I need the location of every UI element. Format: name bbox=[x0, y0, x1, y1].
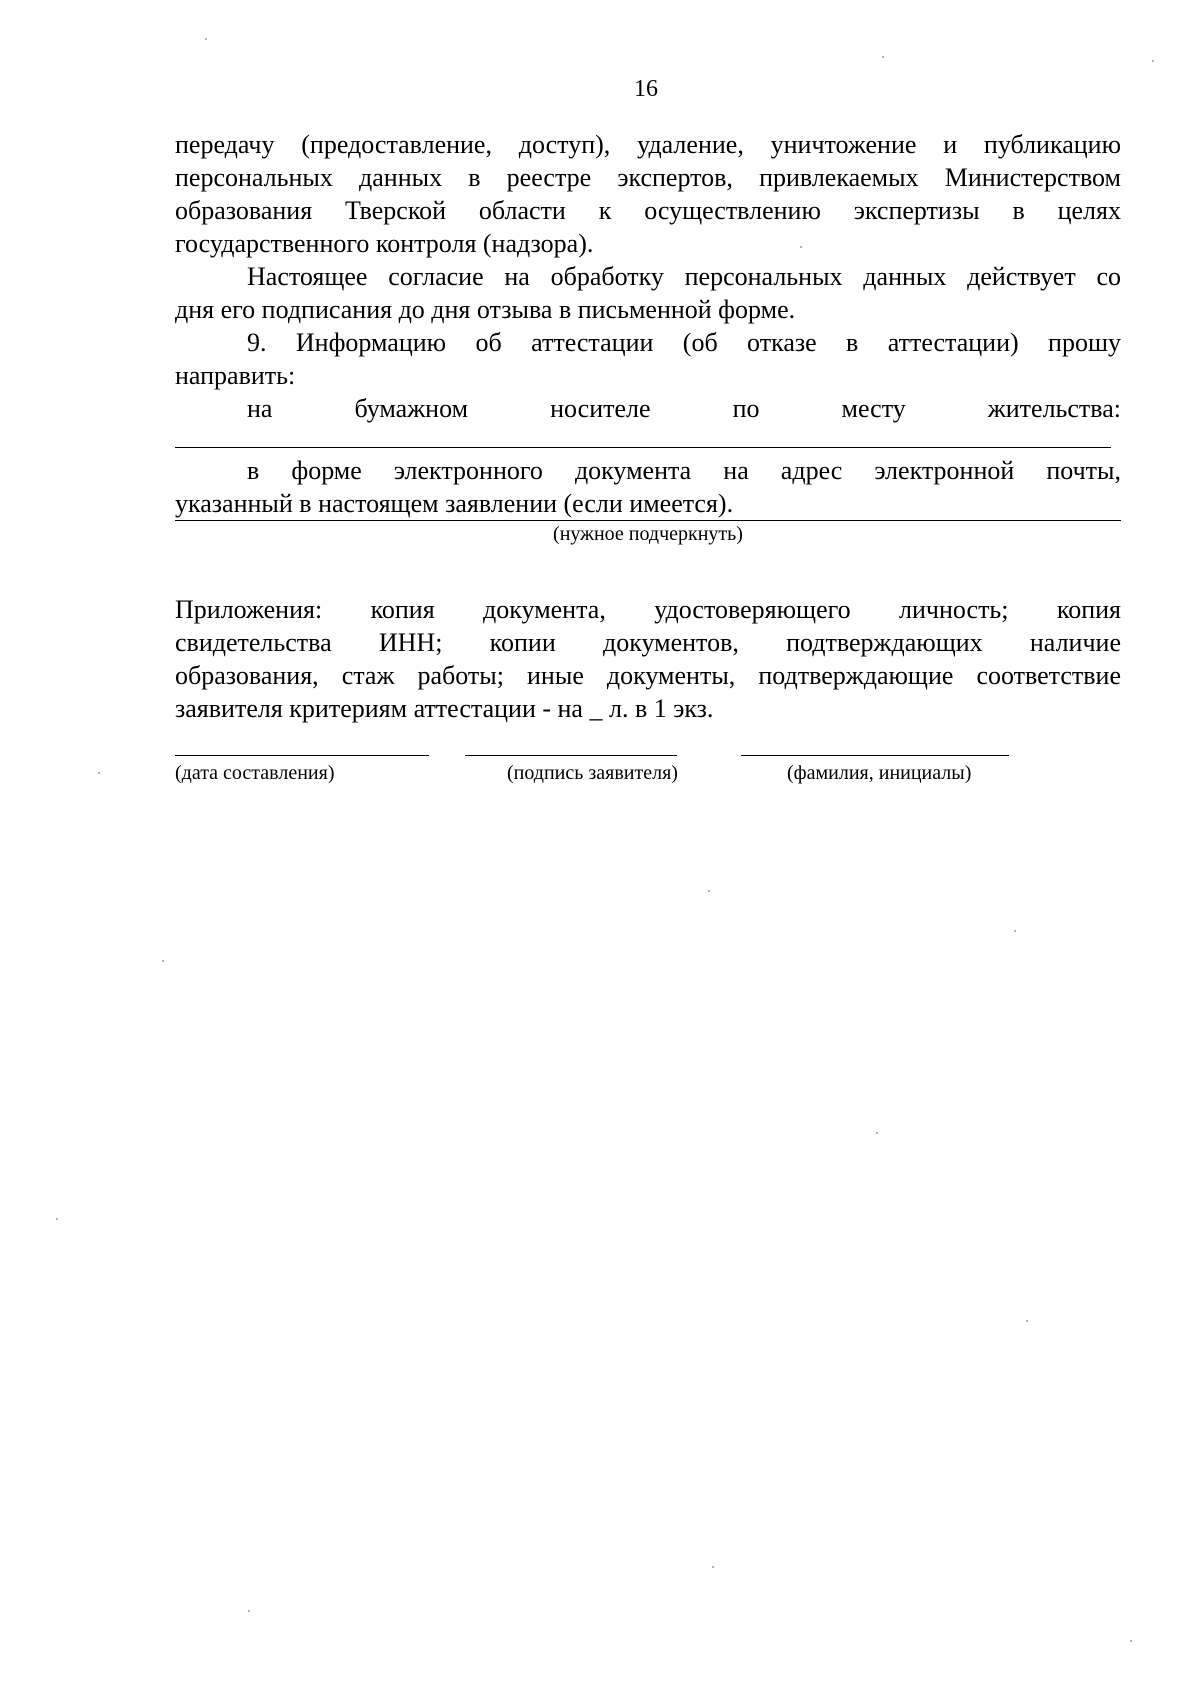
page-number: 16 bbox=[634, 76, 658, 102]
spacer bbox=[175, 547, 1121, 593]
signature-block bbox=[175, 755, 1121, 835]
paragraph-line: Настоящее согласие на обработку персональных данных действует со bbox=[247, 262, 1121, 291]
underline-note: (нужное подчеркнуть) bbox=[553, 523, 743, 545]
paragraph-item-9 bbox=[175, 326, 1121, 392]
scan-speck bbox=[248, 1610, 250, 1612]
option-electronic-delivery bbox=[175, 454, 1121, 521]
paragraph-consent-continuation bbox=[175, 128, 1121, 260]
scan-speck bbox=[162, 960, 164, 962]
paragraph-line: дня его подписания до дня отзыва в письменной форме. bbox=[175, 295, 796, 324]
paragraph-line: заявителя критериям аттестации - на _ л. в 1 экз. bbox=[175, 694, 714, 723]
scan-speck bbox=[876, 1132, 878, 1134]
paragraph-line: свидетельства ИНН; копии документов, подтверждающих наличие bbox=[175, 628, 1121, 657]
date-line bbox=[175, 755, 429, 756]
scan-speck bbox=[800, 246, 802, 248]
scan-speck bbox=[1130, 1640, 1132, 1642]
signature-line bbox=[465, 755, 677, 756]
option-paper-address-blank bbox=[175, 425, 1111, 448]
scan-speck bbox=[1026, 1320, 1028, 1322]
paragraph-line: направить: bbox=[175, 361, 296, 390]
paragraph-line: государственного контроля (надзора). bbox=[175, 229, 594, 258]
paragraph-line: персональных данных в реестре экспертов, привлекаемых Министерством bbox=[175, 163, 1121, 192]
attachments-paragraph bbox=[175, 593, 1121, 725]
scan-speck bbox=[56, 1218, 58, 1220]
scan-speck bbox=[205, 38, 207, 40]
scan-speck bbox=[98, 772, 100, 774]
name-caption: (фамилия, инициалы) bbox=[787, 762, 972, 784]
paragraph-line: образования, стаж работы; иные документы, подтверждающие соответствие bbox=[175, 661, 1121, 690]
paragraph-line: 9. Информацию об аттестации (об отказе в аттестации) прошу bbox=[247, 328, 1121, 357]
scan-speck bbox=[1152, 60, 1154, 62]
paragraph-line: указанный в настоящем заявлении (если имеется). bbox=[175, 487, 1121, 521]
date-caption: (дата составления) bbox=[175, 762, 335, 784]
paragraph-line: передачу (предоставление, доступ), удаление, уничтожение и публикацию bbox=[175, 130, 1121, 159]
signature-caption: (подпись заявителя) bbox=[507, 762, 678, 784]
name-line bbox=[741, 755, 1009, 756]
option-paper-delivery: на бумажном носителе по месту жительства: bbox=[247, 394, 1121, 423]
scan-speck bbox=[712, 1566, 714, 1568]
paragraph-line: в форме электронного документа на адрес электронной почты, bbox=[247, 456, 1121, 485]
scan-speck bbox=[882, 56, 884, 58]
scan-speck bbox=[1014, 930, 1016, 932]
paragraph-consent-validity bbox=[175, 260, 1121, 326]
scan-speck bbox=[708, 890, 710, 892]
document-body bbox=[175, 128, 1121, 835]
paragraph-line: образования Тверской области к осуществлению экспертизы в целях bbox=[175, 196, 1121, 225]
paragraph-line: Приложения: копия документа, удостоверяющего личность; копия bbox=[175, 595, 1121, 624]
